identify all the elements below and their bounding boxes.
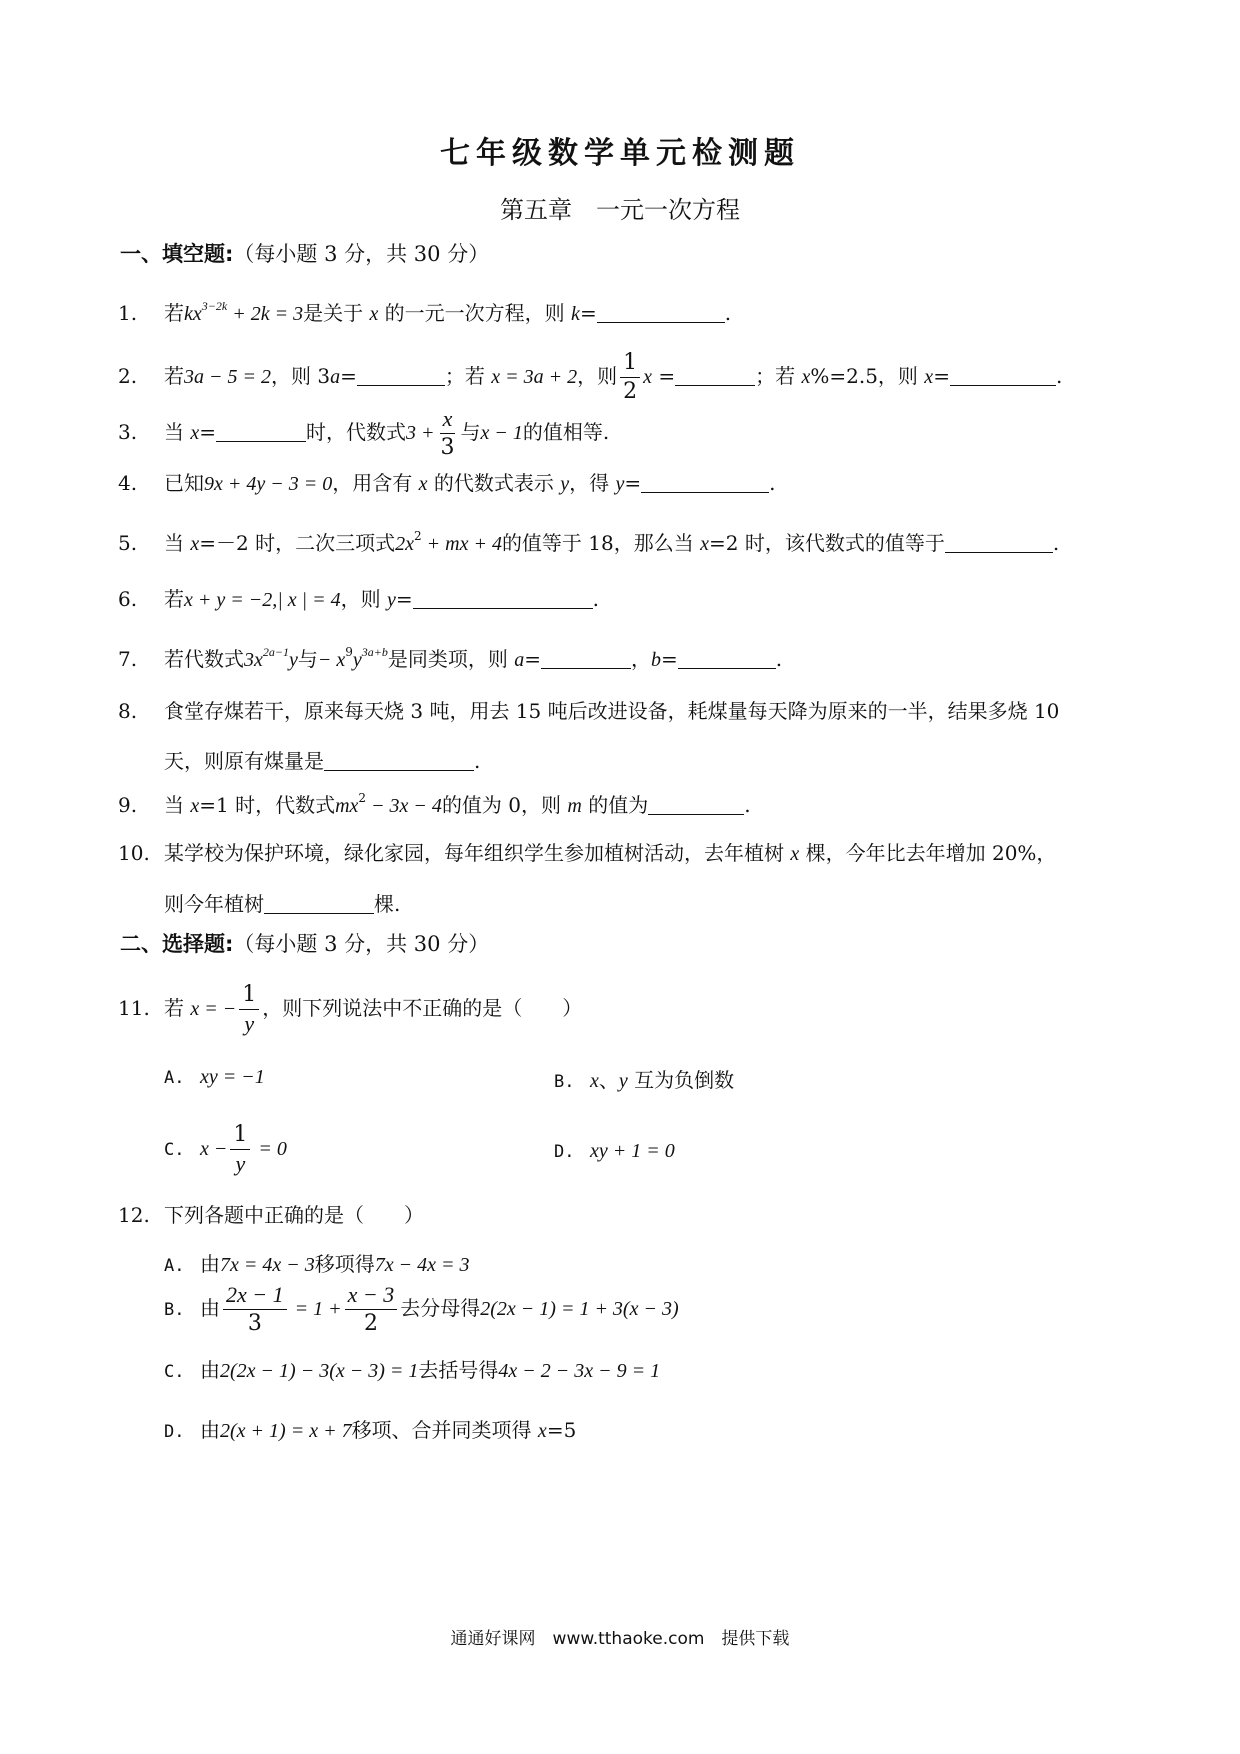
q-math: xy = −1 [200, 1066, 265, 1088]
fraction-denominator: y [235, 1151, 246, 1176]
q-math: x = 3a + 2 [491, 366, 578, 388]
q-text: ， [631, 647, 652, 671]
q-math: b [651, 649, 662, 671]
q-math: x [924, 366, 934, 388]
answer-blank[interactable] [413, 586, 593, 609]
q-text: . [744, 793, 751, 817]
option-label: A. [164, 1068, 185, 1088]
q-text: = [524, 647, 542, 671]
q-math: + mx + 4 [421, 533, 502, 555]
option-b[interactable] [164, 1284, 679, 1335]
q-text: ，得 [569, 471, 616, 495]
option-label: D. [164, 1422, 185, 1442]
q-text: 由 [200, 1418, 220, 1442]
q-math: = 1 + [289, 1298, 342, 1320]
question-number: 12. [118, 1203, 150, 1227]
q-text: 的值等于 18，那么当 [501, 531, 701, 555]
fraction-numerator: 2x − 1 [223, 1284, 287, 1310]
q-math: x [801, 366, 811, 388]
q-text: 若代数式 [164, 647, 244, 671]
section-multiple-choice [120, 928, 489, 958]
fraction [345, 1284, 398, 1335]
q-text: 若 [164, 587, 184, 611]
q-text: . [769, 471, 776, 495]
answer-blank[interactable] [945, 530, 1053, 553]
q-text: ；若 [444, 364, 492, 388]
answer-blank[interactable] [357, 363, 445, 386]
option-label: B. [554, 1072, 575, 1092]
option-label: D. [554, 1142, 575, 1162]
q-text: 、 [598, 1068, 619, 1092]
q-text: 下列各题中正确的是（ ） [164, 1203, 424, 1227]
answer-blank[interactable] [950, 363, 1056, 386]
q-math: 3 + [406, 422, 435, 444]
question-9 [118, 790, 1138, 821]
question-4 [118, 468, 1138, 499]
q-text: 与 [460, 420, 481, 444]
q-text: 棵. [374, 892, 401, 916]
fraction [223, 1284, 287, 1335]
q-math: y [352, 649, 362, 671]
q-text: =－2 时，二次三项式 [199, 531, 396, 555]
q-text: = [651, 364, 676, 388]
q-text: = [933, 364, 950, 388]
question-11 [118, 984, 1138, 1035]
q-math: 4x − 2 − 3x − 9 = 1 [498, 1360, 661, 1382]
q-text: 天，则原有煤量是 [164, 749, 324, 773]
page-title: 七年级数学单元检测题 [440, 136, 800, 171]
fraction [239, 984, 259, 1035]
q-text: . [1052, 531, 1060, 555]
q-text: 由 [200, 1252, 220, 1276]
q-math: y [386, 589, 396, 611]
fraction-numerator: 1 [620, 352, 640, 378]
option-d[interactable] [164, 1414, 576, 1443]
answer-blank[interactable] [216, 419, 306, 442]
q-text: = [579, 301, 597, 325]
q-math: + 2k = 3 [227, 303, 304, 325]
option-label: A. [164, 1256, 185, 1276]
option-d[interactable] [554, 1138, 675, 1163]
question-2 [118, 352, 1138, 403]
q-math: mx [335, 795, 359, 817]
q-text: = [661, 647, 678, 671]
q-text: 是同类项，则 [387, 647, 515, 671]
q-text: 是关于 [303, 301, 370, 325]
q-math: x = − [190, 998, 237, 1020]
q-text: =5 [546, 1418, 577, 1442]
fraction [230, 1124, 250, 1175]
q-text: 的值为 0，则 [441, 793, 568, 817]
fraction-numerator: 1 [239, 984, 259, 1010]
q-math: kx [184, 303, 202, 325]
q-text: 移项、合并同类项得 [351, 1418, 538, 1442]
q-text: 棵，今年比去年增加 20%， [799, 841, 1057, 865]
q-text: ，用含有 [332, 471, 419, 495]
q-text: 的代数式表示 [427, 471, 561, 495]
q-text: 去分母得 [400, 1296, 481, 1320]
fraction-numerator: 1 [230, 1124, 250, 1150]
q-math: x − 1 [480, 422, 523, 444]
q-text: 若 [164, 301, 184, 325]
q-math: x [369, 303, 379, 325]
q-text: 移项得 [314, 1252, 375, 1276]
answer-blank[interactable] [324, 748, 474, 771]
q-math: y [289, 649, 298, 671]
q-text: 当 [164, 420, 191, 444]
fraction-denominator: 2 [363, 1311, 378, 1336]
q-math: y [615, 473, 625, 495]
q-text: = [340, 364, 357, 388]
fraction-numerator: x − 3 [345, 1284, 398, 1310]
q-text: =2 时，该代数式的值等于 [709, 531, 945, 555]
q-math: x [643, 366, 652, 388]
q-text: 互为负倒数 [627, 1068, 735, 1092]
q-math: 2x [395, 533, 414, 555]
q-math: 9x + 4y − 3 = 0 [204, 473, 333, 495]
answer-blank[interactable] [648, 792, 744, 815]
q-text: =1 时，代数式 [199, 793, 336, 817]
q-math: 2(2x − 1) − 3(x − 3) = 1 [220, 1360, 419, 1382]
q-math: 2(2x − 1) = 1 + 3(x − 3) [480, 1298, 679, 1320]
q-math: 3a − 5 = 2 [184, 366, 271, 388]
q-math: x + y = −2, [184, 589, 278, 611]
q-math: 2(x + 1) = x + 7 [220, 1420, 352, 1442]
question-number: 6. [118, 587, 138, 611]
fraction [438, 408, 458, 459]
answer-blank[interactable] [541, 646, 631, 669]
question-number: 3. [118, 420, 138, 444]
section-heading: 二、选择题: [120, 932, 234, 956]
q-math: = 0 [253, 1138, 287, 1160]
q-math: xy + 1 = 0 [590, 1140, 675, 1162]
question-number: 5. [118, 531, 138, 555]
q-exponent: 2a−1 [262, 645, 289, 659]
q-math: | x | = 4 [277, 589, 341, 611]
q-text: = [199, 420, 217, 444]
fraction [620, 352, 640, 403]
q-math: m [567, 795, 582, 817]
option-c[interactable] [164, 1124, 287, 1175]
q-text: . [724, 301, 732, 325]
answer-blank[interactable] [641, 470, 769, 493]
q-math: x [700, 533, 709, 555]
answer-blank[interactable] [597, 300, 725, 323]
question-number: 9. [118, 793, 138, 817]
q-text: 时，代数式 [306, 420, 407, 444]
q-text: 由 [200, 1296, 220, 1320]
q-text: ，则下列说法中不正确的是（ ） [262, 996, 583, 1020]
q-exponent: 3a+b [361, 645, 388, 659]
q-math: x [590, 1070, 599, 1092]
q-math: y [618, 1070, 628, 1092]
q-text: . [1055, 364, 1063, 388]
q-exponent: 2 [413, 529, 422, 543]
answer-blank[interactable] [675, 363, 755, 386]
option-c[interactable] [164, 1354, 660, 1383]
q-text: 某学校为保护环境，绿化家园，每年组织学生参加植树活动，去年植树 [164, 841, 791, 865]
q-math: 3x [244, 649, 263, 671]
q-text: 当 [164, 793, 191, 817]
question-number: 8. [118, 699, 138, 723]
q-text: 由 [200, 1358, 220, 1382]
q-text: 已知 [164, 471, 204, 495]
q-math: y [560, 473, 570, 495]
q-math: x [190, 533, 200, 555]
q-text: 的值为 [581, 793, 649, 817]
q-math: x − [200, 1138, 228, 1160]
q-text: 当 [164, 531, 191, 555]
q-math: a [514, 649, 525, 671]
question-8 [118, 696, 1138, 776]
section-note: （每小题 3 分，共 30 分） [233, 242, 490, 266]
fraction-denominator: 3 [247, 1311, 262, 1336]
q-math: x [190, 795, 200, 817]
q-text: 与 [297, 647, 318, 671]
q-text: 若 [164, 996, 191, 1020]
page-footer: 通通好课网 www.tthaoke.com 提供下载 [450, 1629, 790, 1649]
q-math: x [537, 1420, 547, 1442]
answer-blank[interactable] [678, 646, 776, 669]
fraction-denominator: 3 [440, 435, 455, 460]
q-text: . [474, 749, 481, 773]
q-text: ，则 3 [271, 364, 331, 388]
q-text: 去括号得 [418, 1358, 499, 1382]
question-number: 2. [118, 364, 138, 388]
q-text: 则今年植树 [164, 892, 264, 916]
question-10 [118, 838, 1138, 919]
q-math: 7x − 4x = 3 [374, 1254, 470, 1276]
answer-blank[interactable] [264, 891, 374, 914]
q-text: 若 [164, 364, 184, 388]
section-fill-in-blank [120, 238, 489, 268]
q-math: 7x = 4x − 3 [220, 1254, 315, 1276]
q-exponent: 9 [345, 645, 353, 659]
section-note: （每小题 3 分，共 30 分） [233, 932, 490, 956]
question-7 [118, 644, 1138, 675]
q-math: x [790, 843, 800, 865]
q-exponent: 3−2k [201, 299, 228, 313]
question-number: 10. [118, 841, 150, 865]
q-text: %=2.5，则 [810, 364, 925, 388]
option-label: C. [164, 1140, 185, 1160]
fraction-denominator: y [244, 1011, 255, 1036]
question-number: 7. [118, 647, 138, 671]
option-b[interactable] [554, 1064, 734, 1093]
option-label: B. [164, 1300, 185, 1320]
q-text: . [775, 647, 783, 671]
question-12 [118, 1200, 1138, 1230]
question-number: 4. [118, 471, 138, 495]
q-text: ，则 [577, 364, 618, 388]
question-3 [118, 408, 1138, 459]
question-number: 11. [118, 996, 150, 1020]
fraction-denominator: 2 [623, 379, 638, 404]
q-math: x [190, 422, 200, 444]
q-math: − 3x − 4 [366, 795, 442, 817]
section-heading: 一、填空题: [120, 242, 234, 266]
q-text: = [624, 471, 642, 495]
option-a[interactable] [164, 1064, 265, 1089]
question-6 [118, 584, 1138, 615]
q-text: ，则 [340, 587, 387, 611]
option-label: C. [164, 1362, 185, 1382]
q-text: 食堂存煤若干，原来每天烧 3 吨，用去 15 吨后改进设备，耗煤量每天降为原来的一半，结果多烧 10 [164, 699, 1060, 723]
question-5 [118, 528, 1138, 559]
q-text: = [395, 587, 413, 611]
q-text: . [592, 587, 599, 611]
option-a[interactable] [164, 1248, 470, 1277]
q-math: a [330, 366, 341, 388]
q-exponent: 2 [358, 791, 367, 805]
q-text: 的值相等. [522, 420, 610, 444]
q-text: ；若 [755, 364, 802, 388]
chapter-subtitle: 第五章 一元一次方程 [500, 196, 740, 224]
q-text: 的一元一次方程，则 [378, 301, 572, 325]
question-1 [118, 298, 1138, 329]
q-math: − x [317, 649, 346, 671]
question-number: 1. [118, 301, 138, 325]
q-math: k [571, 303, 580, 325]
fraction-numerator: x [440, 408, 456, 434]
q-math: x [418, 473, 428, 495]
